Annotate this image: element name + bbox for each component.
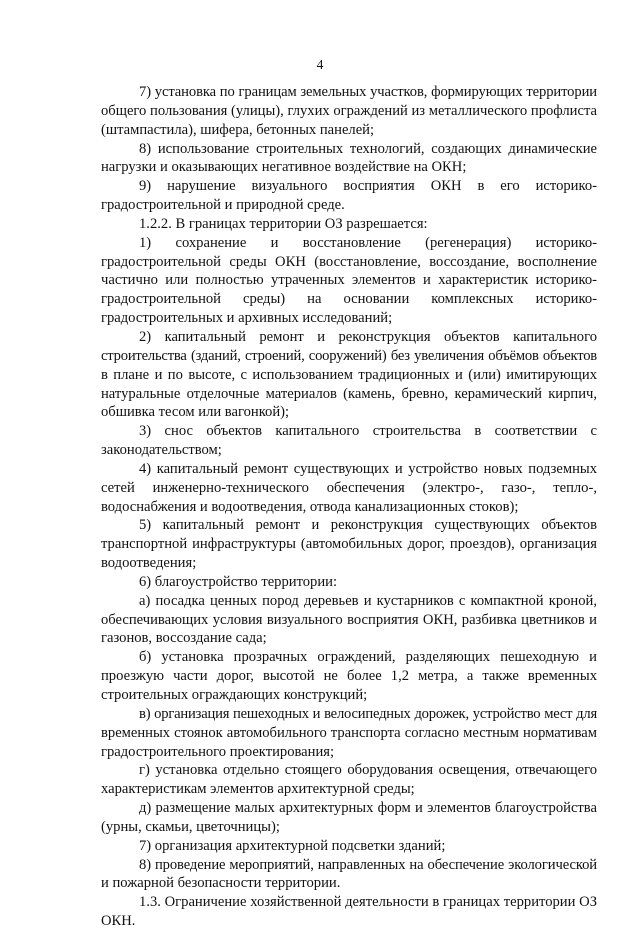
text-line: а) посадка ценных пород деревьев и кустарников с компактной кроной, — [139, 592, 597, 609]
paragraph — [101, 215, 597, 234]
paragraph — [101, 328, 597, 422]
text-line: 8) проведение мероприятий, направленных на обеспечение экологической — [139, 856, 597, 873]
text-line: частично или полностью утраченных элементов и характеристик историко- — [101, 272, 597, 289]
text-line: ОКН. — [101, 913, 136, 930]
text-line: нагрузки и оказывающих негативное воздействие на ОКН; — [101, 159, 467, 176]
text-line: водоотведения; — [101, 555, 197, 572]
text-line: и пожарной безопасности территории. — [101, 875, 341, 892]
text-line: 1.2.2. В границах территории ОЗ разрешается: — [139, 215, 428, 232]
paragraph — [101, 705, 597, 762]
text-line: газонов, воссоздание сада; — [101, 630, 267, 647]
text-line: в) организация пешеходных и велосипедных дорожек, устройство мест для — [139, 705, 597, 722]
text-line: г) установка отдельно стоящего оборудования освещения, отвечающего — [139, 762, 597, 779]
paragraph — [101, 893, 597, 931]
text-line: градостроительной и природной среде. — [101, 197, 345, 214]
text-line: в плане и по высоте, с использованием традиционных и (или) имитирующих — [101, 366, 597, 383]
text-line: 4) капитальный ремонт существующих и устройство новых подземных — [139, 460, 597, 477]
text-line: временных стоянок автомобильного транспорта согласно местным нормативам — [101, 724, 597, 741]
text-line: законодательством; — [101, 442, 222, 459]
text-line: обеспечивающих условия визуального восприятия ОКН, разбивка цветников и — [101, 611, 597, 628]
text-line: 7) установка по границам земельных участков, формирующих территории — [139, 84, 597, 100]
paragraph — [101, 516, 597, 573]
text-line: градостроительного проектирования; — [101, 743, 335, 760]
paragraph — [101, 761, 597, 799]
text-line: 5) капитальный ремонт и реконструкция существующих объектов — [139, 517, 597, 534]
text-line: натуральные отделочные материалов (камень, бревно, керамический кирпич, — [101, 385, 597, 402]
text-line: транспортной инфраструктуры (автомобильных дорог, проездов), организация — [101, 536, 597, 553]
text-line: сетей инженерно-технического обеспечения (электро-, газо-, тепло-, — [101, 479, 597, 496]
text-line: проезжую части дорог, высотой не более 1,2 метра, а также временных — [101, 668, 597, 685]
text-line: градостроительной среды) на основании комплексных историко- — [101, 291, 597, 308]
document-body — [101, 83, 597, 931]
text-line: обшивка тесом или вагонкой); — [101, 404, 290, 421]
paragraph — [101, 422, 597, 460]
paragraph — [101, 573, 597, 592]
text-line: 9) нарушение визуального восприятия ОКН в его историко- — [139, 178, 597, 195]
text-line: (урны, скамьи, цветочницы); — [101, 818, 280, 835]
text-line: водоснабжения и водоотведения, отвода канализационных стоков); — [101, 498, 519, 515]
text-line: строительства (зданий, строений, сооружений) без увеличения объёмов объектов — [101, 347, 597, 364]
paragraph — [101, 648, 597, 705]
text-line: б) установка прозрачных ограждений, разделяющих пешеходную и — [139, 649, 597, 666]
text-line: (штампастила), шифера, бетонных панелей; — [101, 121, 375, 138]
paragraph — [101, 234, 597, 328]
text-line: 6) благоустройство территории: — [139, 573, 338, 590]
paragraph — [101, 856, 597, 894]
paragraph — [101, 837, 597, 856]
text-line: строительных ограждающих конструкций; — [101, 687, 368, 703]
text-line: характеристикам элементов архитектурной среды; — [101, 781, 415, 798]
paragraph — [101, 799, 597, 837]
text-line: 7) организация архитектурной подсветки зданий; — [139, 837, 446, 854]
paragraph — [101, 83, 597, 140]
text-line: 8) использование строительных технологий, создающих динамические — [139, 140, 597, 157]
text-line: общего пользования (улицы), глухих ограждений из металлического профлиста — [101, 102, 597, 119]
text-line: градостроительных и архивных исследований; — [101, 310, 393, 327]
paragraph — [101, 140, 597, 178]
page-number: 4 — [316, 57, 324, 72]
text-line: 1) сохранение и восстановление (регенерация) историко- — [139, 234, 597, 251]
paragraph — [101, 460, 597, 517]
paragraph — [101, 592, 597, 649]
text-line: 1.3. Ограничение хозяйственной деятельности в границах территории ОЗ — [139, 894, 597, 911]
text-line: градостроительной среды ОКН (восстановление, воссоздание, восполнение — [101, 253, 597, 270]
text-line: 3) снос объектов капитального строительства в соответствии с — [139, 423, 597, 440]
paragraph — [101, 177, 597, 215]
text-line: 2) капитальный ремонт и реконструкция объектов капитального — [139, 328, 597, 345]
text-line: д) размещение малых архитектурных форм и элементов благоустройства — [139, 800, 597, 817]
